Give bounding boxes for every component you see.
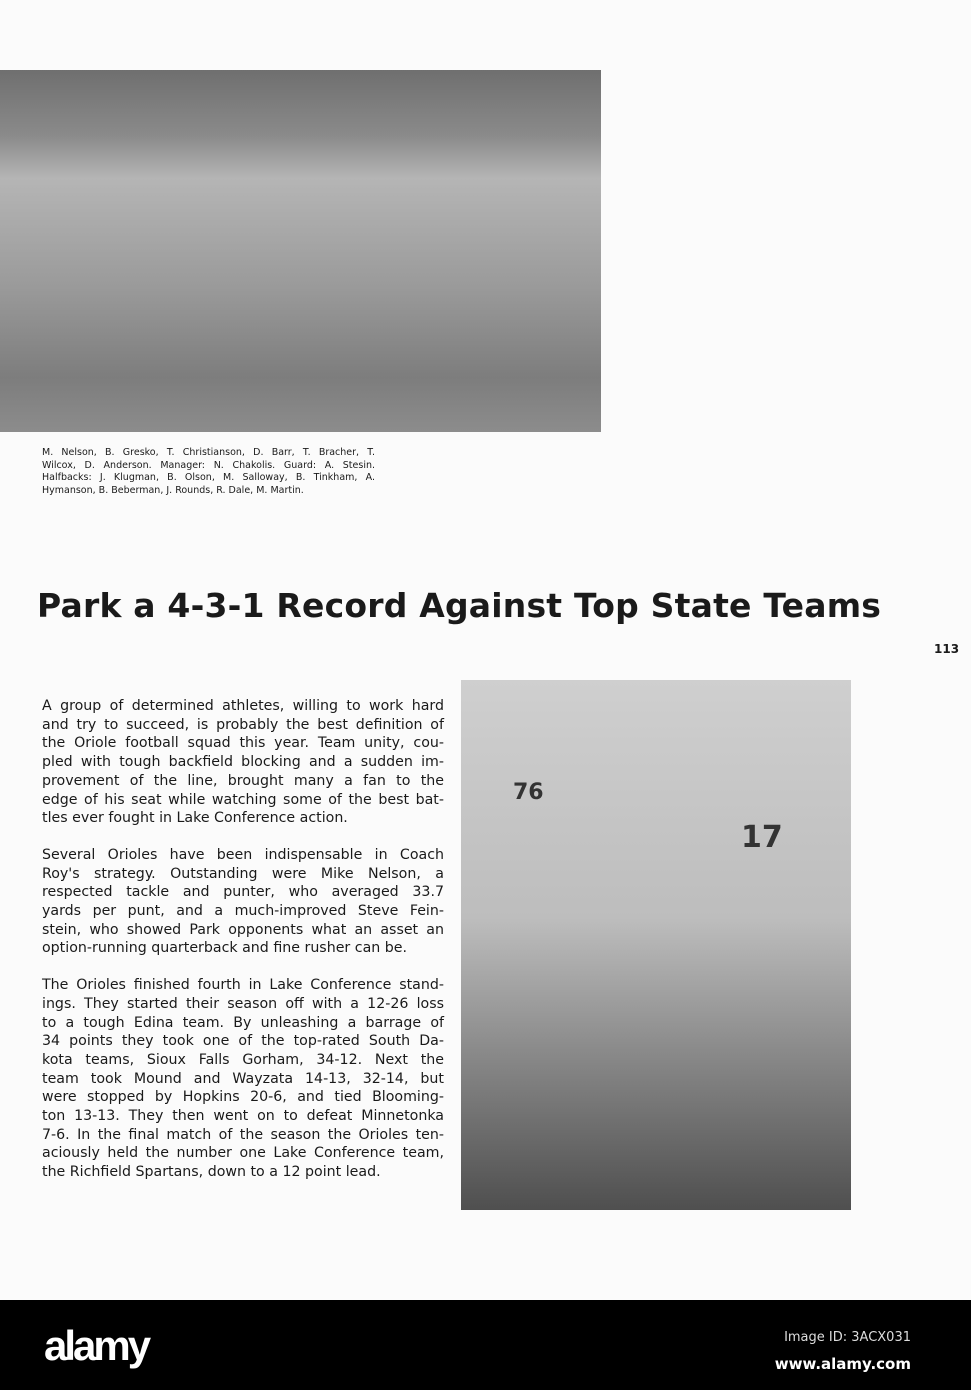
text-line: 34 points they took one of the top-rated South Da- <box>42 1033 444 1050</box>
site-url: www.alamy.com <box>774 1355 911 1373</box>
text-line: provement of the line, brought many a fan to the <box>42 772 444 789</box>
text-line: were stopped by Hopkins 20-6, and tied Blooming- <box>42 1089 444 1106</box>
caption-line: Halfbacks: J. Klugman, B. Olson, M. Salloway, B. Tinkham, A. <box>42 472 375 483</box>
text-line: ton 13-13. They then went on to defeat Minnetonka <box>42 1108 444 1125</box>
jersey-number: 76 <box>513 780 544 805</box>
text-line: yards per punt, and a much-improved Steve Fein- <box>42 903 444 920</box>
text-line: kota teams, Sioux Falls Gorham, 34-12. Next the <box>42 1051 444 1068</box>
text-line: Several Orioles have been indispensable in Coach <box>42 846 444 863</box>
text-line: team took Mound and Wayzata 14-13, 32-14, but <box>42 1070 444 1087</box>
text-line: the Richfield Spartans, down to a 12 point lead. <box>42 1164 381 1181</box>
text-line: 7-6. In the final match of the season the Orioles ten- <box>42 1126 444 1143</box>
watermark-footer <box>0 1300 971 1390</box>
text-line: The Orioles finished fourth in Lake Conference stand- <box>42 977 444 994</box>
paragraph <box>42 846 444 958</box>
text-line: stein, who showed Park opponents what an asset an <box>42 921 444 938</box>
text-line: and try to succeed, is probably the best definition of <box>42 716 444 733</box>
text-line: respected tackle and punter, who averaged 33.7 <box>42 884 444 901</box>
text-line: the Oriole football squad this year. Team unity, cou- <box>42 735 444 752</box>
text-line: aciously held the number one Lake Conference team, <box>42 1145 444 1162</box>
caption-line: Wilcox, D. Anderson. Manager: N. Chakolis. Guard: A. Stesin. <box>42 459 375 471</box>
image-id: Image ID: 3ACX031 <box>784 1330 911 1345</box>
paragraph <box>42 976 444 1182</box>
text-line: edge of his seat while watching some of the best bat- <box>42 791 444 808</box>
text-line: pled with tough backfield blocking and a sudden im- <box>42 754 444 771</box>
page-number: 113 <box>934 642 960 656</box>
article-body <box>42 697 444 1200</box>
text-line: to a tough Edina team. By unleashing a barrage of <box>42 1014 444 1031</box>
caption-line: Hymanson, B. Beberman, J. Rounds, R. Dale, M. Martin. <box>42 484 304 496</box>
kicker-photo <box>461 680 851 1210</box>
team-photo-caption <box>42 447 375 497</box>
page-heading: Park a 4-3-1 Record Against Top State Teams <box>37 586 882 625</box>
jersey-number: 17 <box>741 820 783 855</box>
team-photo <box>0 70 601 432</box>
text-line: ings. They started their season off with a 12-26 loss <box>42 995 444 1012</box>
alamy-logo: alamy <box>44 1322 149 1369</box>
text-line: A group of determined athletes, willing to work hard <box>42 698 444 714</box>
caption-line: M. Nelson, B. Gresko, T. Christianson, D. Barr, T. Bracher, T. <box>42 447 375 458</box>
text-line: option-running quarterback and fine rusher can be. <box>42 940 408 957</box>
paragraph <box>42 697 444 828</box>
text-line: Roy's strategy. Outstanding were Mike Nelson, a <box>42 865 444 882</box>
text-line: tles ever fought in Lake Conference action. <box>42 810 348 827</box>
